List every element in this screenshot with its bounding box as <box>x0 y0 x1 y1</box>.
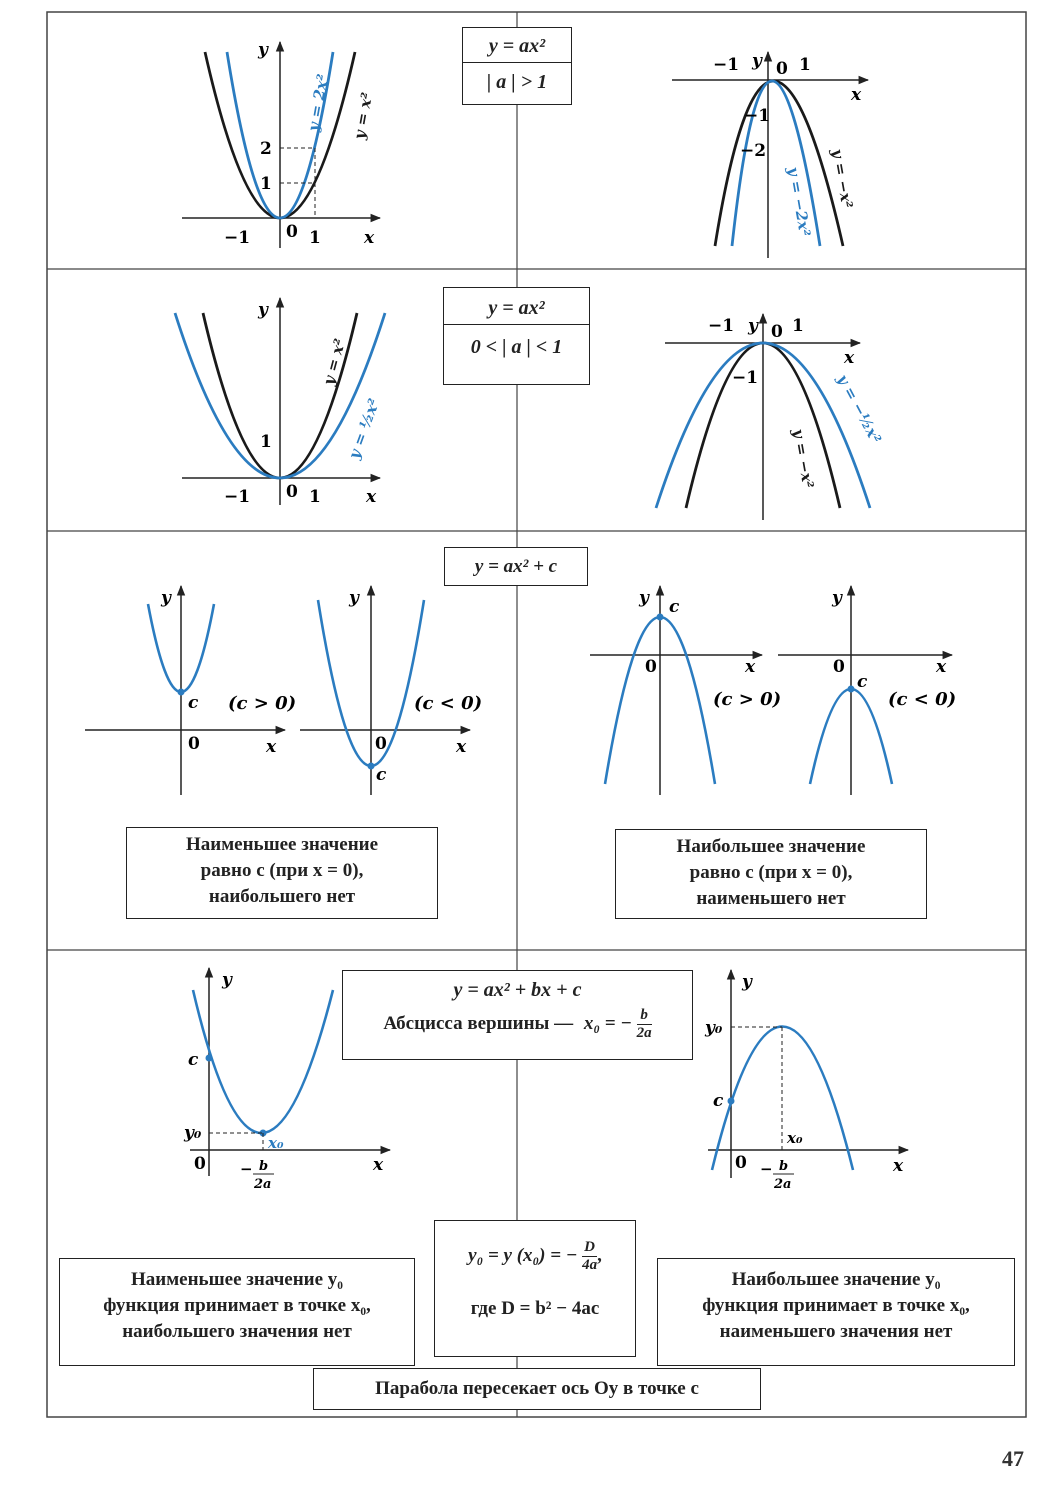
c-point <box>206 1055 213 1062</box>
tick-m1: −1 <box>224 487 251 507</box>
s4-left-text-box <box>59 1258 415 1366</box>
tick-m1: −1 <box>224 228 251 248</box>
tick-p1: 1 <box>792 316 804 336</box>
zero-label: 0 <box>735 1153 747 1173</box>
s3-graph-up-cpos <box>85 586 296 795</box>
tick-0: 0 <box>776 59 788 79</box>
label-neg-x2: y = −x² <box>828 147 857 210</box>
y-label: y <box>832 588 842 608</box>
y-label: y <box>742 972 752 992</box>
s4-vertex-line <box>343 1007 692 1042</box>
outer-frame <box>47 12 1026 1417</box>
c-label: c <box>857 672 868 692</box>
s2-right-graph <box>656 314 885 520</box>
tick-p1: 1 <box>309 487 321 507</box>
vertex-point <box>848 686 855 693</box>
tick-0: 0 <box>286 482 298 502</box>
x-label: x <box>373 1155 384 1175</box>
x-label: x <box>893 1156 904 1176</box>
line-3: наибольшего значения нет <box>122 1321 352 1342</box>
d-fraction <box>582 1239 597 1274</box>
s3-formula-box <box>444 547 588 586</box>
line-1: Наименьшее значение y₀ <box>131 1269 343 1290</box>
s2-formula: y = ax² <box>444 288 589 325</box>
c-label: c <box>376 765 387 785</box>
vertex-formula: x₀ = − <box>583 1012 632 1034</box>
s4-right-graph <box>704 970 908 1192</box>
x-label: x <box>364 228 375 248</box>
y-label: y <box>752 51 762 71</box>
s1-right-graph <box>672 51 868 258</box>
line-2: равно c (при x = 0), <box>689 862 853 883</box>
tick-y2: −2 <box>740 141 767 161</box>
x-label: x <box>851 85 862 105</box>
line-2: функция принимает в точке x₀, <box>103 1295 371 1316</box>
label-2x2: y = 2x² <box>304 72 332 133</box>
vertex-point <box>657 614 664 621</box>
y0-label: y₀ <box>184 1123 202 1143</box>
curve <box>193 990 333 1133</box>
s3-graph-down-cpos <box>590 586 781 795</box>
y-label: y <box>349 588 359 608</box>
line-1: Наибольшее значение <box>676 836 866 857</box>
tick-y1: 1 <box>260 174 272 194</box>
line-3: наибольшего нет <box>208 886 356 907</box>
s4-formula: y = ax² + bx + c <box>453 979 582 1001</box>
s4-right-text-box <box>657 1258 1015 1366</box>
tick-0: 0 <box>771 322 783 342</box>
vertex-point <box>178 689 185 696</box>
s3-right-text-box <box>615 829 927 919</box>
s1-condition: | a | > 1 <box>486 71 548 93</box>
tick-p1: 1 <box>309 228 321 248</box>
zero-label: 0 <box>188 734 200 754</box>
y-label: y <box>222 970 232 990</box>
minus-sign: − <box>240 1160 253 1178</box>
bottom-note: Парабола пересекает ось Oy в точке c <box>375 1378 699 1399</box>
s2-left-graph <box>175 298 385 507</box>
tick-y1: 1 <box>260 432 272 452</box>
frac-den: 2a <box>636 1025 652 1041</box>
tick-y1: −1 <box>744 106 771 126</box>
x-label: x <box>936 657 947 677</box>
tick-m1: −1 <box>713 55 740 75</box>
minus-sign: − <box>760 1160 773 1178</box>
label-neg-x2: y = −x² <box>789 427 818 490</box>
s1-formula-box <box>462 27 572 105</box>
tick-m1: −1 <box>708 316 735 336</box>
zero-label: 0 <box>375 734 387 754</box>
frac-num: b <box>259 1159 269 1174</box>
label-neg-half-x2: y = −½x² <box>833 371 885 447</box>
s3-left-text-box <box>126 827 438 919</box>
y0-line: y₀ = y (x₀) = − $\frac{D}{4a}$ , <box>468 1239 602 1273</box>
x-label: x <box>844 348 855 368</box>
frac-den: 2a <box>774 1177 792 1192</box>
s4-formula-box <box>342 970 693 1060</box>
s4-center-box <box>434 1220 636 1357</box>
y-label: y <box>258 40 268 60</box>
tick-0: 0 <box>286 222 298 242</box>
vertex-point <box>368 763 375 770</box>
line-2: равно c (при x = 0), <box>200 860 364 881</box>
label-x2: y = x² <box>319 336 350 388</box>
cond-label: (c < 0) <box>888 689 957 710</box>
y-label: y <box>639 588 649 608</box>
x0-label: x₀ <box>268 1134 284 1152</box>
zero-label: 0 <box>645 657 657 677</box>
cond-label: (c > 0) <box>713 689 782 710</box>
vertex-label: Абсцисса вершины — <box>383 1012 574 1034</box>
d-num: D <box>582 1239 597 1257</box>
label-neg-2x2: y = −2x² <box>784 165 814 238</box>
tick-y1: −1 <box>732 368 759 388</box>
zero-label: 0 <box>194 1154 206 1174</box>
line-1: Наименьшее значение <box>185 834 379 855</box>
bottom-note-box <box>313 1368 761 1410</box>
y-label: y <box>258 300 268 320</box>
y0-label: y₀ <box>705 1018 723 1038</box>
s1-formula: y = ax² <box>463 28 571 63</box>
tick-p1: 1 <box>799 55 811 75</box>
line-3: наименьшего значения нет <box>719 1321 953 1342</box>
cond-label: (c > 0) <box>228 693 297 714</box>
line-3: наименьшего нет <box>696 888 846 909</box>
c-label: c <box>713 1091 724 1111</box>
label-half-x2: y = ½x² <box>344 396 384 462</box>
d-den: 4a <box>582 1257 598 1273</box>
s3-formula: y = ax² + c <box>474 556 558 577</box>
tick-y2: 2 <box>260 139 272 159</box>
y-label: y <box>748 316 758 336</box>
y-label: y <box>161 588 171 608</box>
c-point <box>728 1098 735 1105</box>
cond-label: (c < 0) <box>414 693 483 714</box>
x-label: x <box>366 487 377 507</box>
zero-label: 0 <box>833 657 845 677</box>
frac-den: 2a <box>254 1177 272 1192</box>
c-label: c <box>188 1050 199 1070</box>
x-label: x <box>266 737 277 757</box>
frac-num: b <box>779 1159 789 1174</box>
s2-condition: 0 < | a | < 1 <box>470 336 563 358</box>
y0-formula: y₀ = y (x₀) = − <box>468 1244 578 1266</box>
line-2: функция принимает в точке x₀, <box>702 1295 970 1316</box>
s1-left-graph <box>182 40 380 248</box>
s3-graph-down-cneg <box>778 586 956 795</box>
x-label: x <box>456 737 467 757</box>
x-label: x <box>745 657 756 677</box>
vertex-fraction <box>637 1007 652 1042</box>
label-x2: y = x² <box>350 91 377 141</box>
line-1: Наибольшее значение y₀ <box>731 1269 941 1290</box>
page-number: 47 <box>1002 1446 1024 1471</box>
c-label: c <box>188 693 199 713</box>
s2-formula-box <box>443 287 590 385</box>
c-label: c <box>669 597 680 617</box>
x0-label: x₀ <box>787 1129 803 1147</box>
frac-num: b <box>637 1007 652 1025</box>
s3-graph-up-cneg <box>300 586 482 795</box>
d-definition: где D = b² − 4ac <box>470 1298 600 1319</box>
